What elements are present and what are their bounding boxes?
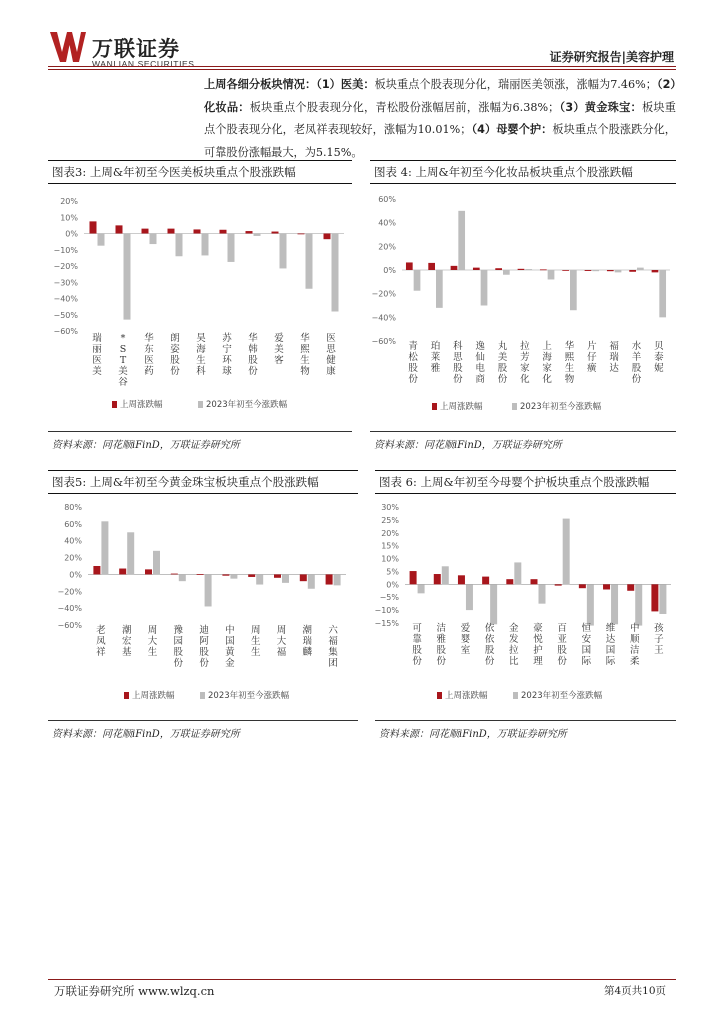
y-tick-label: −5% xyxy=(379,593,399,603)
category-label: 恒安国际 xyxy=(581,623,592,667)
bar-last-week xyxy=(562,270,569,271)
bar-last-week xyxy=(473,268,480,270)
bar-ytd xyxy=(414,270,421,291)
bar-ytd xyxy=(254,234,261,236)
bar-last-week xyxy=(451,266,458,270)
bar-ytd xyxy=(481,270,488,306)
legend-label-ytd: 2023年初至今涨跌幅 xyxy=(521,691,603,701)
bar-last-week xyxy=(434,574,441,584)
legend-swatch-ytd xyxy=(200,692,205,699)
bar-ytd xyxy=(205,574,212,606)
bar-ytd xyxy=(418,584,425,593)
bar-last-week xyxy=(627,584,634,590)
category-label: 金发拉比 xyxy=(509,623,519,667)
legend-label-last-week: 上周涨跌幅 xyxy=(132,691,175,701)
bar-ytd xyxy=(332,234,339,312)
category-label: 丸美股份 xyxy=(497,341,508,385)
category-label: 豪悦护理 xyxy=(533,623,543,667)
category-label: 豫园股份 xyxy=(173,625,184,669)
legend-swatch-ytd xyxy=(512,403,517,410)
category-label: 上海家化 xyxy=(542,341,552,385)
bar-ytd xyxy=(490,584,497,624)
y-tick-label: 60% xyxy=(378,195,396,204)
bar-ytd xyxy=(503,270,510,275)
category-label: 珀莱雅 xyxy=(430,341,441,374)
category-label: 医思健康 xyxy=(326,333,336,377)
bar-last-week xyxy=(458,575,465,584)
figure-3-title: 图表3: 上周&年初至今医美板块重点个股涨跌幅 xyxy=(48,160,352,184)
bar-ytd xyxy=(442,566,449,584)
bar-ytd xyxy=(202,234,209,256)
bar-last-week xyxy=(220,230,227,234)
bar-ytd xyxy=(458,211,465,270)
bar-ytd xyxy=(514,562,521,584)
bar-last-week xyxy=(651,584,658,611)
y-tick-label: −30% xyxy=(53,278,78,288)
category-label: 洁雅股份 xyxy=(436,623,447,667)
y-tick-label: −60% xyxy=(53,327,78,336)
category-label: 潮瑞麟 xyxy=(302,625,313,658)
figure-6-title: 图表 6: 上周&年初至今母婴个护板块重点个股涨跌幅 xyxy=(375,470,676,494)
bar-ytd xyxy=(563,519,570,585)
summary-tag-2: （2）化妆品： xyxy=(204,78,676,114)
y-tick-label: 25% xyxy=(381,515,399,525)
bar-ytd xyxy=(334,574,341,585)
category-label: 昊海生科 xyxy=(196,333,206,377)
legend-label-last-week: 上周涨跌幅 xyxy=(440,402,483,412)
bar-ytd xyxy=(587,584,594,625)
category-label: 六福集团 xyxy=(328,625,338,669)
y-tick-label: 60% xyxy=(64,519,82,529)
figure-4-chart xyxy=(370,183,676,429)
bar-last-week xyxy=(652,270,659,272)
bar-ytd xyxy=(98,234,105,246)
y-tick-label: −20% xyxy=(371,289,396,299)
bar-ytd xyxy=(635,584,642,625)
bar-last-week xyxy=(495,268,502,270)
bar-ytd xyxy=(637,268,644,270)
y-tick-label: 0% xyxy=(386,580,399,590)
summary-text-4: 板块重点个股涨跌分化，可靠股份涨幅最大，为5.15%。 xyxy=(204,123,676,159)
bar-last-week xyxy=(246,231,253,233)
report-type: 证券研究报告|美容护理 xyxy=(549,50,674,64)
y-tick-label: 0% xyxy=(65,229,78,239)
bar-ytd xyxy=(179,574,186,581)
category-label: 水羊股份 xyxy=(631,341,642,385)
bar-last-week xyxy=(579,584,586,588)
bar-last-week xyxy=(197,574,204,575)
summary-paragraph xyxy=(204,74,676,164)
bar-ytd xyxy=(525,269,532,270)
category-label: 迪阿股份 xyxy=(199,625,209,669)
category-label: 中国黄金 xyxy=(225,625,235,669)
bar-last-week xyxy=(603,584,610,589)
category-label: 拉芳家化 xyxy=(520,341,530,385)
legend-label-last-week: 上周涨跌幅 xyxy=(120,400,163,410)
bar-last-week xyxy=(540,269,547,270)
y-tick-label: −40% xyxy=(371,313,396,323)
legend-swatch-last-week xyxy=(432,403,437,410)
wanlian-logo-icon xyxy=(50,32,86,62)
bar-ytd xyxy=(659,584,666,614)
y-tick-label: 40% xyxy=(64,536,82,546)
figure-3-source: 资料来源：同花顺iFinD，万联证券研究所 xyxy=(48,431,352,451)
bar-last-week xyxy=(482,577,489,585)
figure-4 xyxy=(370,160,676,453)
bar-last-week xyxy=(298,234,305,235)
y-tick-label: −20% xyxy=(57,587,82,597)
legend-swatch-last-week xyxy=(112,401,117,408)
category-label: * S T 美谷 xyxy=(118,333,128,388)
bar-ytd xyxy=(230,574,237,578)
bar-last-week xyxy=(531,579,538,584)
y-tick-label: 15% xyxy=(381,541,399,551)
category-label: 朗姿股份 xyxy=(170,333,180,377)
summary-tag-1: （1）医美： xyxy=(316,78,375,91)
y-tick-label: 10% xyxy=(381,554,399,564)
bar-ytd xyxy=(153,551,160,575)
figure-5-title: 图表5: 上周&年初至今黄金珠宝板块重点个股涨跌幅 xyxy=(48,470,358,494)
bar-ytd xyxy=(548,270,555,279)
legend-swatch-last-week xyxy=(437,692,442,699)
category-label: 华熙生物 xyxy=(564,341,575,385)
bar-last-week xyxy=(410,571,417,584)
bar-last-week xyxy=(555,584,562,585)
bar-ytd xyxy=(611,584,618,624)
y-tick-label: 20% xyxy=(60,197,78,206)
category-label: 苏宁环球 xyxy=(222,333,232,377)
page-number: 第4页共10页 xyxy=(603,985,666,997)
logo-text-cn: 万联证券 xyxy=(92,37,180,61)
bar-last-week xyxy=(222,574,229,575)
figure-4-source: 资料来源：同花顺iFinD，万联证券研究所 xyxy=(370,431,676,451)
category-label: 维达国际 xyxy=(605,623,616,667)
summary-tag-4: （4）母婴个护： xyxy=(471,123,553,137)
bar-ytd xyxy=(592,270,599,271)
bar-last-week xyxy=(145,569,152,574)
summary-tag-3: （3）黄金珠宝： xyxy=(559,100,642,114)
bar-ytd xyxy=(101,521,108,574)
bar-last-week xyxy=(406,262,413,270)
bar-last-week xyxy=(90,221,97,233)
y-tick-label: −40% xyxy=(57,604,82,614)
y-tick-label: 20% xyxy=(64,553,82,563)
category-label: 华韩股份 xyxy=(248,333,258,377)
y-tick-label: −10% xyxy=(375,606,399,616)
bar-last-week xyxy=(585,270,592,271)
bar-last-week xyxy=(194,229,201,233)
bar-last-week xyxy=(116,225,123,233)
category-label: 逸仙电商 xyxy=(475,341,485,385)
y-tick-label: −20% xyxy=(53,262,78,271)
bar-last-week xyxy=(248,574,255,577)
category-label: 片仔癀 xyxy=(587,341,597,374)
y-tick-label: 10% xyxy=(60,213,78,223)
y-tick-label: 0% xyxy=(69,570,82,580)
y-tick-label: −10% xyxy=(53,245,78,255)
y-tick-label: −60% xyxy=(57,621,82,630)
legend-swatch-ytd xyxy=(513,692,518,699)
bar-ytd xyxy=(570,270,577,310)
header-divider-thin xyxy=(48,69,676,70)
category-label: 潮宏基 xyxy=(121,625,132,658)
bar-ytd xyxy=(127,532,134,574)
y-tick-label: 20% xyxy=(378,242,396,252)
footer-left: 万联证券研究所 www.wlzq.cn xyxy=(54,984,215,998)
category-label: 科思股份 xyxy=(453,341,463,385)
figure-6-chart xyxy=(375,493,676,718)
bar-ytd xyxy=(436,270,443,308)
figure-3-chart xyxy=(48,183,352,429)
y-tick-label: 40% xyxy=(378,218,396,228)
bar-last-week xyxy=(119,569,126,575)
logo-text-en: WANLIAN SECURITIES xyxy=(92,59,195,69)
figure-5 xyxy=(48,470,358,740)
category-label: 青松股份 xyxy=(408,341,418,385)
summary-text-1: 板块重点个股表现分化，瑞丽医美领涨，涨幅为7.46%； xyxy=(374,78,657,91)
bar-ytd xyxy=(228,234,235,262)
legend-label-last-week: 上周涨跌幅 xyxy=(445,691,488,701)
legend-label-ytd: 2023年初至今涨跌幅 xyxy=(206,400,288,410)
figure-4-title: 图表 4: 上周&年初至今化妆品板块重点个股涨跌幅 xyxy=(370,160,676,184)
bar-last-week xyxy=(428,263,435,270)
bar-last-week xyxy=(518,269,525,270)
legend-swatch-ytd xyxy=(198,401,203,408)
figure-5-chart xyxy=(48,493,358,718)
bar-ytd xyxy=(124,234,131,320)
bar-ytd xyxy=(539,584,546,603)
figure-3 xyxy=(48,160,352,453)
bar-last-week xyxy=(629,270,636,272)
category-label: 周生生 xyxy=(250,625,261,658)
bar-ytd xyxy=(176,234,183,257)
category-label: 可靠股份 xyxy=(412,623,422,667)
category-label: 百亚股份 xyxy=(557,623,567,667)
figure-5-source: 资料来源：同花顺iFinD，万联证券研究所 xyxy=(48,720,358,740)
category-label: 华东医药 xyxy=(144,333,154,377)
bar-ytd xyxy=(615,270,622,272)
y-tick-label: −60% xyxy=(371,337,396,346)
y-tick-label: −50% xyxy=(53,310,78,320)
figure-6 xyxy=(375,470,676,740)
legend-label-ytd: 2023年初至今涨跌幅 xyxy=(208,691,290,701)
category-label: 孩子王 xyxy=(654,623,664,656)
bar-ytd xyxy=(466,584,473,610)
category-label: 贝泰妮 xyxy=(654,341,664,374)
header-divider xyxy=(48,66,676,67)
y-tick-label: 30% xyxy=(381,503,399,512)
bar-ytd xyxy=(308,574,315,588)
legend-swatch-last-week xyxy=(124,692,129,699)
figure-6-source: 资料来源：同花顺iFinD，万联证券研究所 xyxy=(375,720,676,740)
category-label: 依依股份 xyxy=(484,623,495,667)
category-label: 瑞丽医美 xyxy=(92,333,102,377)
bar-last-week xyxy=(324,234,331,240)
bar-last-week xyxy=(93,566,100,574)
y-tick-label: 5% xyxy=(386,567,399,577)
category-label: 中顺洁柔 xyxy=(629,623,640,667)
footer-divider xyxy=(48,979,676,980)
y-tick-label: 80% xyxy=(64,503,82,512)
bar-last-week xyxy=(274,574,281,577)
y-tick-label: 0% xyxy=(383,266,396,275)
category-label: 福瑞达 xyxy=(609,341,619,374)
bar-last-week xyxy=(607,270,614,271)
category-label: 华熙生物 xyxy=(300,333,310,377)
bar-last-week xyxy=(326,574,333,584)
category-label: 周大福 xyxy=(276,625,287,658)
bar-ytd xyxy=(282,574,289,582)
summary-text-3: 板块重点个股表现分化，老凤祥表现较好，涨幅为10.01%； xyxy=(204,100,676,137)
summary-text-2: 板块重点个股表现分化，青松股份涨幅居前，涨幅为6.38%； xyxy=(249,100,560,114)
y-tick-label: 20% xyxy=(381,528,399,538)
category-label: 老凤祥 xyxy=(96,625,106,658)
category-label: 周大生 xyxy=(147,625,158,658)
bar-last-week xyxy=(506,579,513,584)
bar-last-week xyxy=(171,574,178,575)
summary-lead: 上周各细分板块情况： xyxy=(204,78,317,91)
bar-last-week xyxy=(272,232,279,234)
legend-label-ytd: 2023年初至今涨跌幅 xyxy=(520,402,602,412)
category-label: 爱婴室 xyxy=(460,623,471,656)
category-label: 爱美客 xyxy=(274,333,284,366)
bar-ytd xyxy=(256,574,263,584)
bar-last-week xyxy=(142,229,149,234)
bar-last-week xyxy=(300,574,307,581)
bar-ytd xyxy=(306,234,313,289)
bar-last-week xyxy=(168,229,175,234)
bar-ytd xyxy=(150,234,157,245)
bar-ytd xyxy=(280,234,287,269)
y-tick-label: −15% xyxy=(375,619,399,628)
bar-ytd xyxy=(659,270,666,317)
y-tick-label: −40% xyxy=(53,294,78,304)
